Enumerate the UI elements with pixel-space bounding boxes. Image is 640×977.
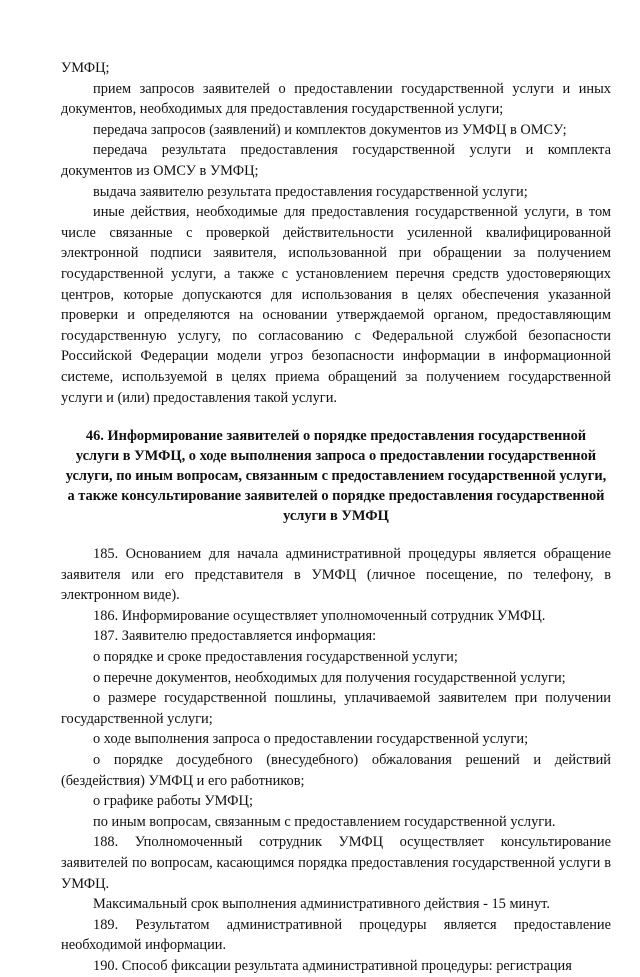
section-heading: 46. Информирование заявителей о порядке предоставления государственной услуги в УМФЦ, о ходе выполнения запроса о предоставлении государственной услуги, по иным вопросам, связанным с предоставлением государственной услуги, а также консультирование заявителей о порядке предоставления государственной услуги в УМФЦ xyxy=(65,428,607,525)
lead-paragraph: выдача заявителю результата предоставления государственной услуги; xyxy=(93,183,528,200)
lead-paragraph: иные действия, необходимые для предоставления государственной услуги, в том числе связанные с проверкой действительности усиленной квалифицированной электронной подписи заявителя, использованной при обращении за получением государственной услуги, а также с установлением перечня средств удостоверяющих центров, которые допускаются для использования в целях обеспечения указанной проверки и определяются на основании утверждаемой органом, предоставляющим государственную услугу, по согласованию с Федеральной службой безопасности Российской Федерации модели угроз безопасности информации в информационной системе, используемой в целях приема обращений за получением государственной услуги и (или) предоставления такой услуги. xyxy=(61,204,611,406)
document-page xyxy=(61,58,611,977)
list-item: по иным вопросам, связанным с предоставлением государственной услуги. xyxy=(93,813,556,830)
list-item: о графике работы УМФЦ; xyxy=(93,793,253,810)
body-paragraph-187: 187. Заявителю предоставляется информация: xyxy=(93,628,377,645)
list-item: о порядке досудебного (внесудебного) обжалования решений и действий (бездействия) УМФЦ и его работников; xyxy=(61,752,611,789)
lead-paragraph: прием запросов заявителей о предоставлении государственной услуги и иных документов, необходимых для предоставления государственной услуги; xyxy=(61,80,611,118)
body-paragraph-185: 185. Основанием для начала административной процедуры является обращение заявителя или его представителя в УМФЦ (личное посещение, по телефону, в электронном виде). xyxy=(61,546,611,604)
lead-paragraph: передача результата предоставления государственной услуги и комплекта документов из ОМСУ в УМФЦ; xyxy=(61,142,611,179)
body-paragraph-190: 190. Способ фиксации результата административной процедуры: регистрация xyxy=(93,957,572,974)
list-item: о ходе выполнения запроса о предоставлении государственной услуги; xyxy=(93,731,529,748)
list-item: о перечне документов, необходимых для получения государственной услуги; xyxy=(93,669,566,686)
list-item: о порядке и сроке предоставления государственной услуги; xyxy=(93,649,458,666)
body-paragraph-186: 186. Информирование осуществляет уполномоченный сотрудник УМФЦ. xyxy=(93,607,546,624)
body-paragraph-188: 188. Уполномоченный сотрудник УМФЦ осуществляет консультирование заявителей по вопросам, касающимся порядка предоставления государственной услуги в УМФЦ. xyxy=(61,834,611,892)
lead-paragraph: передача запросов (заявлений) и комплектов документов из УМФЦ в ОМСУ; xyxy=(93,121,567,138)
lead-paragraph-continuation: УМФЦ; xyxy=(61,60,110,76)
list-item: о размере государственной пошлины, уплачиваемой заявителем при получении государственной услуги; xyxy=(61,690,611,727)
body-paragraph-189: 189. Результатом административной процедуры является предоставление необходимой информации. xyxy=(61,916,611,954)
body-paragraph-deadline: Максимальный срок выполнения административного действия - 15 минут. xyxy=(93,896,550,913)
